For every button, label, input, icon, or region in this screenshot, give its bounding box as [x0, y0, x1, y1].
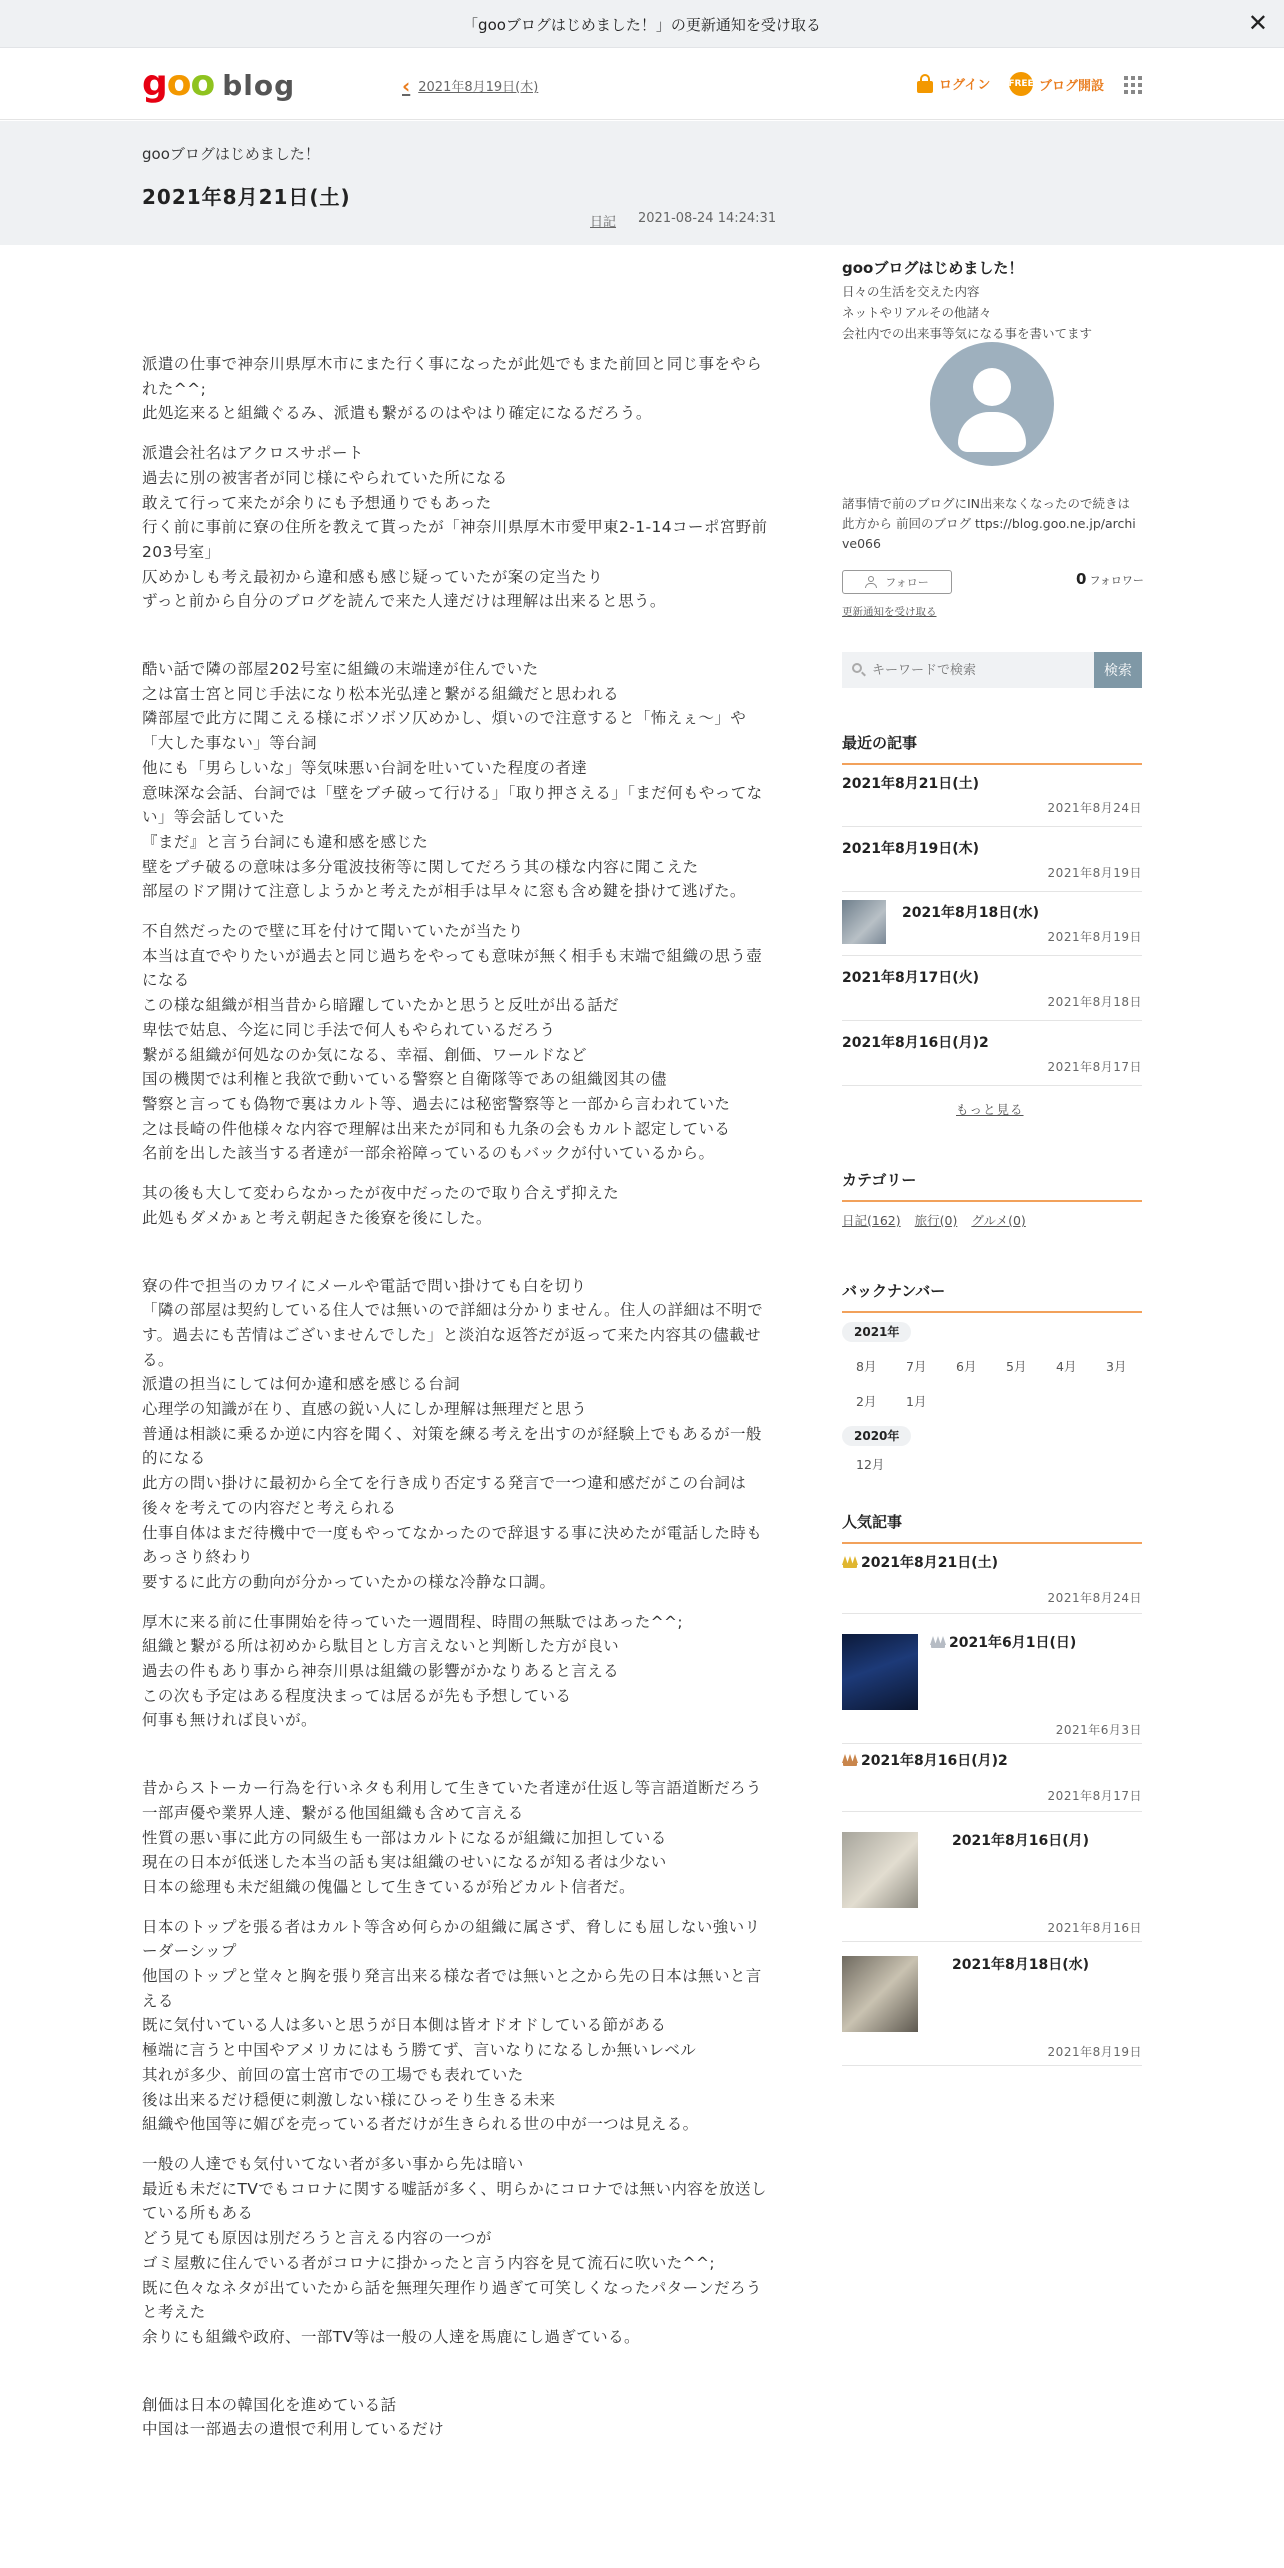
- recent-post-date: 2021年8月24日: [1047, 801, 1142, 815]
- recent-posts-heading: 最近の記事: [842, 732, 1142, 765]
- popular-post-date: 2021年6月3日: [1055, 1723, 1142, 1737]
- logo-letter: o: [190, 63, 215, 104]
- popular-post-title: 2021年8月16日(月)2: [861, 1753, 1008, 1769]
- search-field: [842, 652, 1094, 688]
- popular-posts-heading: 人気記事: [842, 1511, 1142, 1544]
- crown-icon: [930, 1636, 946, 1648]
- goo-blog-logo[interactable]: [142, 65, 295, 103]
- popular-post-date: 2021年8月19日: [1047, 2045, 1142, 2059]
- search-icon: [852, 663, 866, 677]
- recent-post-date: 2021年8月18日: [1047, 995, 1142, 1009]
- lock-icon: [916, 74, 934, 93]
- close-icon[interactable]: ✕: [1247, 9, 1268, 37]
- popular-post-title-row: [952, 1830, 1089, 1850]
- login-label: ログイン: [939, 78, 991, 93]
- recent-post-item[interactable]: [842, 957, 1142, 1021]
- recent-post-date: 2021年8月19日: [1047, 866, 1142, 880]
- month-link[interactable]: 4月: [1056, 1359, 1077, 1374]
- month-link[interactable]: 6月: [956, 1359, 977, 1374]
- article-body: [142, 352, 774, 2457]
- logo-letter: g: [142, 63, 167, 104]
- profile-description: [842, 281, 1092, 344]
- category-link[interactable]: グルメ(0): [971, 1213, 1026, 1228]
- month-link[interactable]: 8月: [856, 1359, 877, 1374]
- article-paragraph: 一般の人達でも気付いてない者が多い事から先は暗い 最近も未だにTVでもコロナに関する嘘話が多く、明らかにコロナでは無い内容を放送している所もある どう見ても原因は別だろうと言える内容の一つが ゴミ屋敷に住んでいる者がコロナに掛かったと言う内容を見て流石に吹いた^^; 既に色々なネタが出ていたから話を無理矢理作り過ぎて可笑しくなったパターンだろうと考えた 余りにも組織や政府、一部TV等は一般の人達を馬鹿にし過ぎている。: [142, 2155, 767, 2346]
- post-thumbnail: [842, 1956, 918, 2032]
- search-input[interactable]: [872, 663, 1082, 678]
- entry-meta: [590, 211, 776, 230]
- popular-post-item[interactable]: [842, 1942, 1142, 2066]
- article-paragraph: 派遣会社名はアクロスサポート 過去に別の被害者が同じ様にやられていた所になる 敢えて行って来たが余りにも予想通りでもあった 行く前に事前に寮の住所を教えて貰ったが「神奈川県厚木市愛甲東2-1-14コーポ宮野前203号室」 仄めかしも考え最初から違和感も感じ疑っていたが案の定当たり ずっと前から自分のブログを読んで来た人達だけは理解は出来ると思う。: [142, 444, 768, 611]
- profile-note: 諸事情で前のブログにIN出来なくなったので続きは此方から 前回のブログ ttps://blog.goo.ne.jp/archive066: [842, 496, 1136, 551]
- article-paragraph: 厚木に来る前に仕事開始を待っていた一週間程、時間の無駄ではあった^^; 組織と繋がる所は初めから駄目とし方言えないと判断した方が良い 過去の件もあり事から神奈川県は組織の影響がかなりあると言える この次も予定はある程度決まっては居るが先も予想している 何事も無ければ良いが。: [142, 1612, 684, 1730]
- month-link[interactable]: 5月: [1006, 1359, 1027, 1374]
- article-paragraph: 昔からストーカー行為を行いネタも利用して生きていた者達が仕返し等言語道断だろう 一部声優や業界人達、繋がる他国組織も含めて言える 性質の悪い事に此方の同級生も一部はカルトになるが組織に加担している 現在の日本が低迷した本当の話も実は組織のせいになるが知る者は少ない 日本の総理も未だ組織の傀儡として生きているが殆どカルト信者だ。: [142, 1779, 762, 1896]
- paragraph-spacer: [142, 629, 774, 657]
- blog-title[interactable]: gooブログはじめました！: [142, 145, 320, 163]
- month-link[interactable]: 12月: [856, 1457, 885, 1472]
- category-list: [842, 1211, 1026, 1229]
- article-paragraph: 不自然だったので壁に耳を付けて聞いていたが当たり 本当は直でやりたいが過去と同じ過ちをやっても意味が無く相手も末端で組織の思う壺になる この様な組織が相当昔から暗躍していたかと思うと反吐が出る話だ 卑怯で姑息、今迄に同じ手法で何人もやられているだろう 繋がる組織が何処なのか気になる、幸福、創価、ワールドなど 国の機関では利権と我欲で動いている警察と自衛隊等であの組織図其の儘 警察と言っても偽物で裏はカルト等、過去には秘密警察等と一部から言われていた 之は長崎の件他様々な内容で理解は出来たが同和も九条の会もカルト認定している 名前を出した該当する者達が一部余裕障っているのもバックが付いているから。: [142, 922, 763, 1163]
- popular-post-date: 2021年8月24日: [1047, 1591, 1142, 1605]
- follower-count: [1076, 570, 1144, 588]
- search-box: [842, 652, 1142, 688]
- open-blog-button[interactable]: [1009, 72, 1104, 96]
- recent-post-item[interactable]: [842, 892, 1142, 956]
- category-link[interactable]: 旅行(0): [914, 1213, 958, 1228]
- recent-post-title: 2021年8月16日(月)2: [842, 1035, 989, 1051]
- post-thumbnail: [842, 1634, 918, 1710]
- article-paragraph: 寮の件で担当のカワイにメールや電話で問い掛けても白を切り 「隣の部屋は契約している住人では無いので詳細は分かりません。住人の詳細は不明です。過去にも苦情はございませんでした」と淡泊な返答だが返って来た内容其の儘載せる。 派遣の担当にしては何か違和感を感じる台詞 心理学の知識が在り、直感の鋭い人にしか理解は無理だと思う 普通は相談に乗るか逆に内容を聞く、対策を練る考えを出すのが経験上でもあるが一般的になる 此方の問い掛けに最初から全てを行き成り否定する発言で一つ違和感だがこの台詞は後々を考えての内容だと考えられる 仕事自体はまだ待機中で一度もやってなかったので辞退する事に決めたが電話した時もあっさり終わり 要するに此方の動向が分かっていたかの様な冷静な口調。: [142, 1276, 764, 1591]
- month-link[interactable]: 7月: [906, 1359, 927, 1374]
- paragraph-spacer: [142, 2365, 774, 2393]
- article-paragraph: 日本のトップを張る者はカルト等含め何らかの組織に属さず、脅しにも屈しない強いリーダーシップ 他国のトップと堂々と胸を張り発言出来る様な者では無いと之から先の日本は無いと言える 既に気付いている人は多いと思うが日本側は皆オドオドしている節がある 極端に言うと中国やアメリカにはもう勝てず、言いなりになるしか無いレベル 其れが多少、前回の富士宮市での工場でも表れていた 後は出来るだけ穏便に刺激しない様にひっそり生きる未来 組織や他国等に媚びを売っている者だけが生きられる世の中が一つは見える。: [142, 1917, 762, 2134]
- logo-letter: o: [166, 63, 191, 104]
- paragraph-spacer: [142, 1748, 774, 1776]
- more-link[interactable]: もっと見る: [956, 1102, 1024, 1117]
- follower-label: フォロワー: [1089, 574, 1144, 587]
- follower-number: 0: [1076, 570, 1087, 588]
- follow-label: フォロー: [885, 576, 929, 589]
- popular-post-title-row: [842, 1750, 1008, 1770]
- search-button[interactable]: 検索: [1094, 652, 1142, 688]
- popular-post-item[interactable]: [842, 1620, 1142, 1744]
- popular-post-title: 2021年8月21日(土): [861, 1555, 998, 1571]
- article-paragraph: 酷い話で隣の部屋202号室に組織の末端達が住んでいた 之は富士宮と同じ手法になり松本光弘達と繋がる組織だと思われる 隣部屋で此方に聞こえる様にボソボソ仄めかし、煩いので注意すると「怖えぇ～」や「大した事ない」等台詞 他にも「男らしいな」等気味悪い台詞を吐いていた程度の者達 意味深な会話、台詞では「壁をブチ破って行ける」「取り押さえる」「まだ何もやってない」等会話していた 『まだ』と言う台詞にも違和感を感じた 壁をブチ破るの意味は多分電波技術等に関してだろう其の様な内容に聞こえた 部屋のドア開けて注意しようかと考えたが相手は早々に窓も含め鍵を掛けて逃げた。: [142, 660, 763, 901]
- person-icon: [865, 576, 877, 588]
- popular-post-title-row: [842, 1552, 998, 1572]
- follow-button[interactable]: [842, 570, 952, 594]
- logo-blog: blog: [222, 69, 296, 102]
- entry-title: 2021年8月21日(土): [142, 185, 351, 209]
- backnumber-heading: バックナンバー: [842, 1280, 1142, 1313]
- crown-icon: [842, 1556, 858, 1568]
- profile-desc-line: ネットやリアルその他諸々: [842, 305, 992, 320]
- login-button[interactable]: [916, 74, 990, 93]
- chevron-left-icon: ‹: [402, 73, 411, 98]
- recent-post-item[interactable]: [842, 1022, 1142, 1086]
- recent-post-title: 2021年8月21日(土): [842, 776, 979, 792]
- profile-desc-line: 日々の生活を交えた内容: [842, 284, 980, 299]
- popular-post-title: 2021年6月1日(日): [949, 1635, 1077, 1651]
- recent-post-title: 2021年8月17日(火): [842, 970, 979, 986]
- update-notification-sidebar-link[interactable]: 更新通知を受け取る: [842, 606, 937, 618]
- popular-post-title-row: [952, 1954, 1089, 1974]
- popular-post-item[interactable]: [842, 1552, 1142, 1614]
- previous-entry-date: 2021年8月19日(木): [418, 80, 539, 95]
- category-link[interactable]: 日記(162): [842, 1213, 901, 1228]
- recent-post-date: 2021年8月17日: [1047, 1060, 1142, 1074]
- popular-post-item[interactable]: [842, 1750, 1142, 1812]
- crown-icon: [842, 1754, 858, 1766]
- profile-name[interactable]: gooブログはじめました！: [842, 259, 1024, 277]
- post-thumbnail: [842, 1832, 918, 1908]
- entry-timestamp: 2021-08-24 14:24:31: [638, 211, 777, 226]
- previous-entry-link[interactable]: [402, 73, 539, 98]
- profile-desc-line: 会社内での出来事等気になる事を書いてます: [842, 326, 1093, 341]
- popular-post-item[interactable]: [842, 1818, 1142, 1942]
- year-badge: 2020年: [842, 1426, 911, 1446]
- article-paragraph: 創価は日本の韓国化を進めている話 中国は一部過去の遺恨で利用しているだけ: [142, 2395, 445, 2439]
- avatar: [930, 342, 1054, 466]
- popular-post-date: 2021年8月16日: [1047, 1921, 1142, 1935]
- post-thumbnail: [842, 900, 886, 944]
- update-notification-link[interactable]: 「gooブログはじめました！」の更新通知を受け取る: [463, 16, 821, 34]
- recent-post-title: 2021年8月19日(木): [842, 841, 979, 857]
- year-badge: 2021年: [842, 1322, 911, 1342]
- open-blog-label: ブログ開設: [1039, 78, 1105, 94]
- category-heading: カテゴリー: [842, 1169, 1142, 1202]
- recent-post-title: 2021年8月18日(水): [902, 905, 1039, 921]
- site-header: [0, 48, 1284, 120]
- paragraph-spacer: [142, 1246, 774, 1274]
- logo-goo: [142, 65, 214, 103]
- popular-post-title: 2021年8月16日(月): [952, 1833, 1089, 1849]
- entry-header: [0, 121, 1284, 245]
- month-link[interactable]: 2月: [856, 1394, 877, 1409]
- recent-post-item[interactable]: [842, 763, 1142, 827]
- article-paragraph: 其の後も大して変わらなかったが夜中だったので取り合えず抑えた 此処もダメかぁと考え朝起きた後寮を後にした。: [142, 1184, 620, 1227]
- notification-bar: [0, 0, 1284, 48]
- grid-menu-icon[interactable]: [1124, 76, 1142, 94]
- recent-post-date: 2021年8月19日: [1047, 930, 1142, 944]
- article-paragraph: 派遣の仕事で神奈川県厚木市にまた行く事になったが此処でもまた前回と同じ事をやられた^^; 此処迄来ると組織ぐるみ、派遣も繋がるのはやはり確定になるだろう。: [142, 355, 763, 423]
- free-badge-icon: FREE: [1009, 72, 1033, 96]
- entry-category-link[interactable]: 日記: [590, 215, 617, 230]
- popular-post-title-row: [930, 1632, 1076, 1652]
- popular-post-date: 2021年8月17日: [1047, 1789, 1142, 1803]
- popular-post-title: 2021年8月18日(水): [952, 1957, 1089, 1973]
- recent-post-item[interactable]: [842, 828, 1142, 892]
- month-link[interactable]: 1月: [906, 1394, 927, 1409]
- month-link[interactable]: 3月: [1106, 1359, 1127, 1374]
